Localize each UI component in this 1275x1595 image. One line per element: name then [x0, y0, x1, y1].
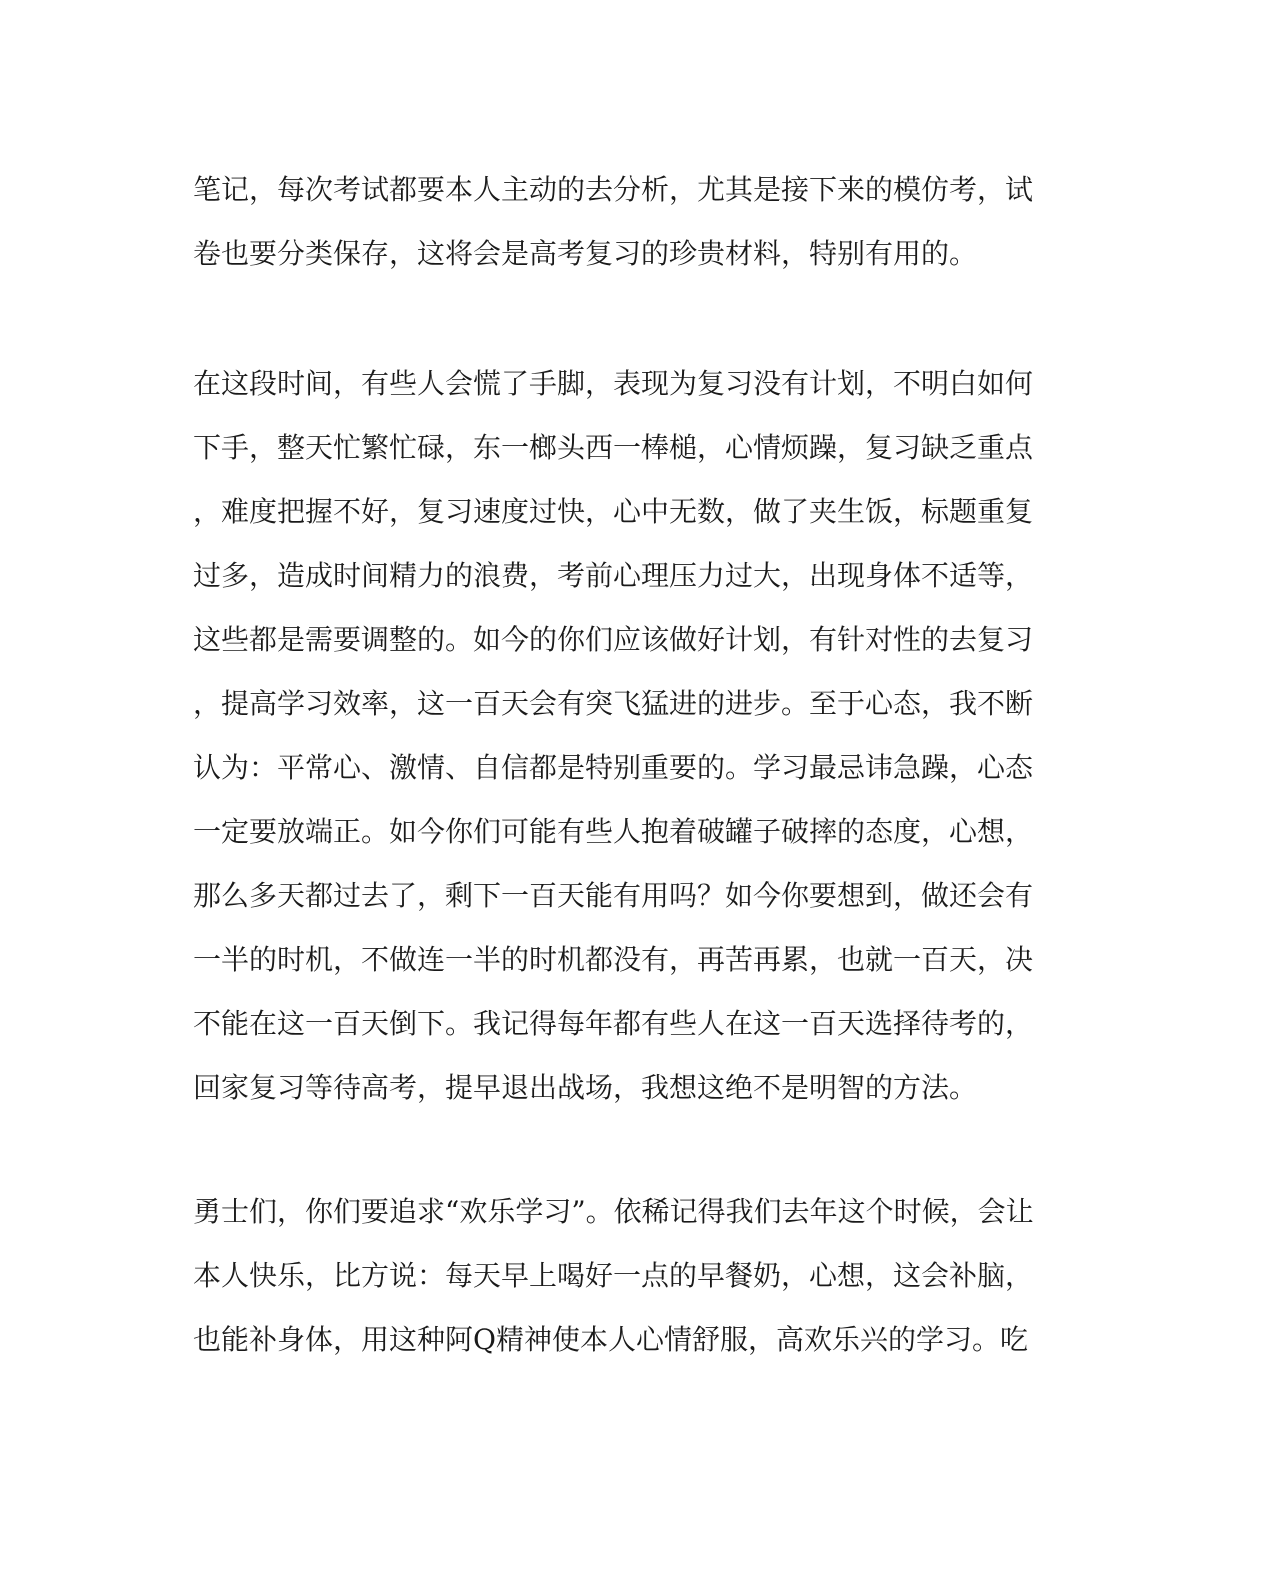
- paragraph-1: [193, 158, 1063, 286]
- text-line: 下手，整天忙繁忙碌，东一榔头西一棒槌，心情烦躁，复习缺乏重点: [193, 431, 1034, 464]
- text-line: 卷也要分类保存，这将会是高考复习的珍贵材料，特别有用的。: [193, 237, 978, 270]
- text-line: 这些都是需要调整的。如今的你们应该做好计划，有针对性的去复习: [193, 623, 1034, 656]
- text-line: 那么多天都过去了，剩下一百天能有用吗？如今你要想到，做还会有: [193, 879, 1034, 912]
- paragraph-2: [193, 352, 1063, 1120]
- text-line: 在这段时间，有些人会慌了手脚，表现为复习没有计划，不明白如何: [193, 367, 1034, 400]
- text-line: 过多，造成时间精力的浪费，考前心理压力过大，出现身体不适等，: [193, 559, 1034, 592]
- paragraph-3: [193, 1180, 1063, 1372]
- text-line: ，难度把握不好，复习速度过快，心中无数，做了夹生饭，标题重复: [193, 495, 1034, 528]
- text-line: 勇士们，你们要追求“欢乐学习”。依稀记得我们去年这个时候，会让: [193, 1195, 1034, 1228]
- text-line: 不能在这一百天倒下。我记得每年都有些人在这一百天选择待考的，: [193, 1007, 1034, 1040]
- text-line: 一定要放端正。如今你们可能有些人抱着破罐子破摔的态度，心想，: [193, 815, 1034, 848]
- text-line: ，提高学习效率，这一百天会有突飞猛进的进步。至于心态，我不断: [193, 687, 1034, 720]
- text-line: 一半的时机，不做连一半的时机都没有，再苦再累，也就一百天，决: [193, 943, 1034, 976]
- text-line: 笔记，每次考试都要本人主动的去分析，尤其是接下来的模仿考，试: [193, 173, 1034, 206]
- text-line: 本人快乐，比方说：每天早上喝好一点的早餐奶，心想，这会补脑，: [193, 1259, 1034, 1292]
- text-line: 回家复习等待高考，提早退出战场，我想这绝不是明智的方法。: [193, 1071, 978, 1104]
- text-line: 也能补身体，用这种阿Q精神使本人心情舒服，高欢乐兴的学习。吃: [193, 1323, 1028, 1356]
- text-line: 认为：平常心、激情、自信都是特别重要的。学习最忌讳急躁，心态: [193, 751, 1034, 784]
